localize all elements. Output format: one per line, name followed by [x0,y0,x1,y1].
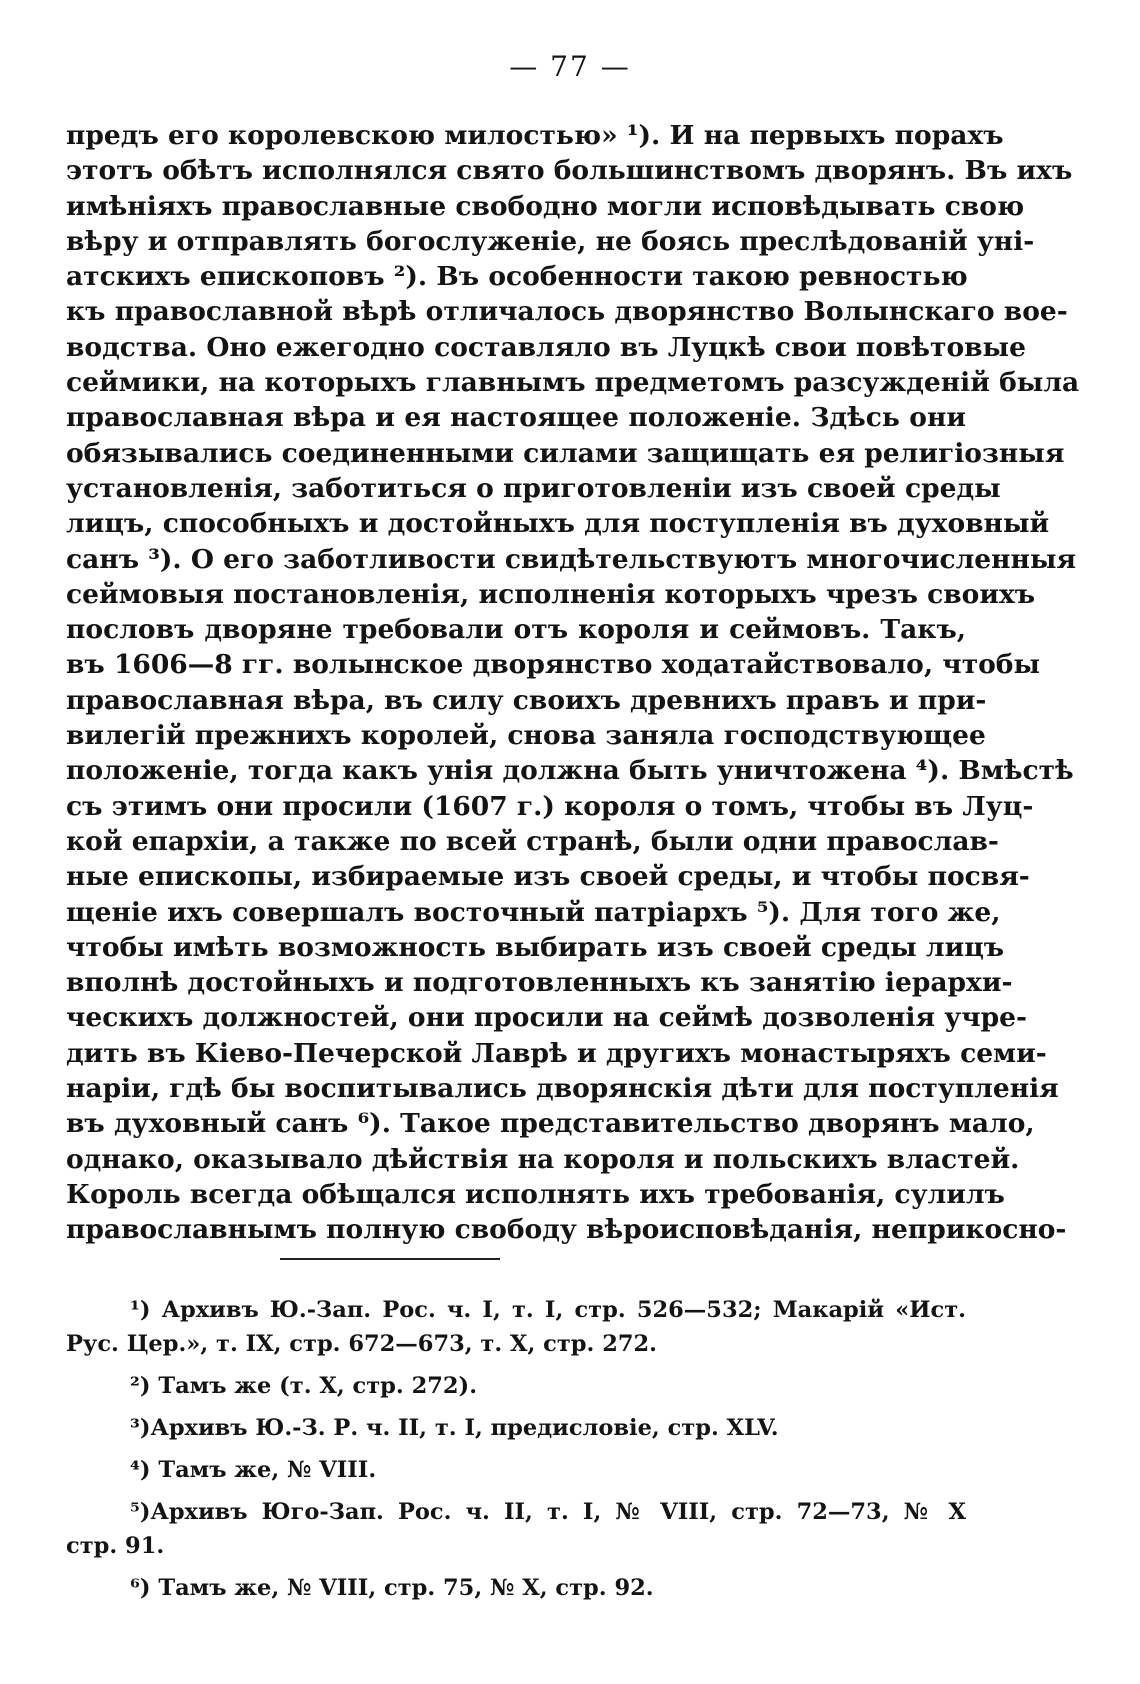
main-text [66,118,1080,1248]
footnote-line: ¹) Архивъ Ю.-Зап. Рос. ч. I, т. I, стр. 526—532; Макарій «Ист. [130,1297,966,1323]
text-line: вилегій прежнихъ королей, снова заняла господствующее [66,720,986,752]
footnote-2 [66,1369,966,1403]
text-line: православная вѣра и ея настоящее положеніе. Здѣсь они [66,402,966,434]
text-line: водства. Оно ежегодно составляло въ Луцкѣ свои повѣтовые [66,331,1026,363]
footnote-line: ⁴) Тамъ же, № VIII. [130,1457,377,1483]
text-line: имѣніяхъ православные свободно могли исповѣдывать свою [66,190,1025,222]
footnotes [66,1293,966,1613]
footnote-line: Рус. Цер.», т. IX, стр. 672—673, т. X, стр. 272. [66,1331,658,1357]
text-line: вѣру и отправлять богослуженіе, не боясь преслѣдованій уні- [66,225,1035,257]
text-line: ческихъ должностей, они просили на сеймѣ дозволенія учре- [66,1002,1028,1034]
text-line: кой епархіи, а также по всей странѣ, были одни православ- [66,825,999,857]
text-line: атскихъ епископовъ ²). Въ особенности такою ревностью [66,261,968,293]
text-line: дить въ Кіево-Печерской Лаврѣ и другихъ монастыряхъ семи- [66,1037,1047,1069]
footnote-line: ²) Тамъ же (т. X, стр. 272). [130,1373,478,1399]
footnote-line: ⁶) Тамъ же, № VIII, стр. 75, № X, стр. 92. [130,1575,654,1601]
text-line: пословъ дворяне требовали отъ короля и сеймовъ. Такъ, [66,614,966,646]
text-line: обязывались соединенными силами защищать ея религіозныя [66,437,1065,469]
text-line: однако, оказывало дѣйствія на короля и польскихъ властей. [66,1143,1020,1175]
text-line: къ православной вѣрѣ отличалось дворянство Волынскаго вое- [66,296,1068,328]
text-line: вполнѣ достойныхъ и подготовленныхъ къ занятію іерархи- [66,967,1013,999]
text-line: православнымъ полную свободу вѣроисповѣданія, неприкосно- [66,1214,1067,1246]
text-line: ные епископы, избираемые изъ своей среды, и чтобы посвя- [66,861,1030,893]
text-line: наріи, гдѣ бы воспитывались дворянскія дѣти для поступленія [66,1073,1059,1105]
text-line: этотъ обѣтъ исполнялся свято большинствомъ дворянъ. Въ ихъ [66,155,1073,187]
footnote-3 [66,1411,966,1445]
text-line: установленія, заботиться о приготовленіи изъ своей среды [66,472,1001,504]
footnote-6 [66,1571,966,1605]
text-line: сеймики, на которыхъ главнымъ предметомъ разсужденій была [66,367,1080,399]
footnote-4 [66,1453,966,1487]
text-line: чтобы имѣть возможность выбирать изъ своей среды лицъ [66,931,1005,963]
text-line: сеймовыя постановленія, исполненія которыхъ чрезъ своихъ [66,578,1036,610]
text-line: Король всегда обѣщался исполнять ихъ требованія, сулилъ [66,1178,1005,1210]
page-number: — 77 — [509,50,631,83]
text-line: предъ его королевскою милостью» ¹). И на первыхъ порахъ [66,120,1004,151]
text-line: щеніе ихъ совершалъ восточный патріархъ ⁵). Для того же, [66,896,1001,928]
footnote-line: стр. 91. [66,1533,165,1559]
text-line: положеніе, тогда какъ унія должна быть уничтожена ⁴). Вмѣстѣ [66,755,1074,787]
text-line: въ 1606—8 гг. волынское дворянство ходатайствовало, чтобы [66,649,1041,681]
text-line: съ этимъ они просили (1607 г.) короля о томъ, чтобы въ Луц- [66,790,1034,822]
footnote-5 [66,1495,966,1563]
footnote-1 [66,1293,966,1361]
text-line: санъ ³). О его заботливости свидѣтельствуютъ многочисленныя [66,543,1077,575]
footnote-divider [280,1258,500,1260]
text-line: въ духовный санъ ⁶). Такое представительство дворянъ мало, [66,1108,1035,1140]
text-line: православная вѣра, въ силу своихъ древнихъ правъ и при- [66,684,987,716]
text-line: лицъ, способныхъ и достойныхъ для поступленія въ духовный [66,508,1050,540]
footnote-line: ⁵)Архивъ Юго-Зап. Рос. ч. II, т. I, № VIII, стр. 72—73, № X [130,1499,966,1525]
footnote-line: ³)Архивъ Ю.-З. Р. ч. II, т. I, предисловіе, стр. XLV. [130,1415,779,1441]
